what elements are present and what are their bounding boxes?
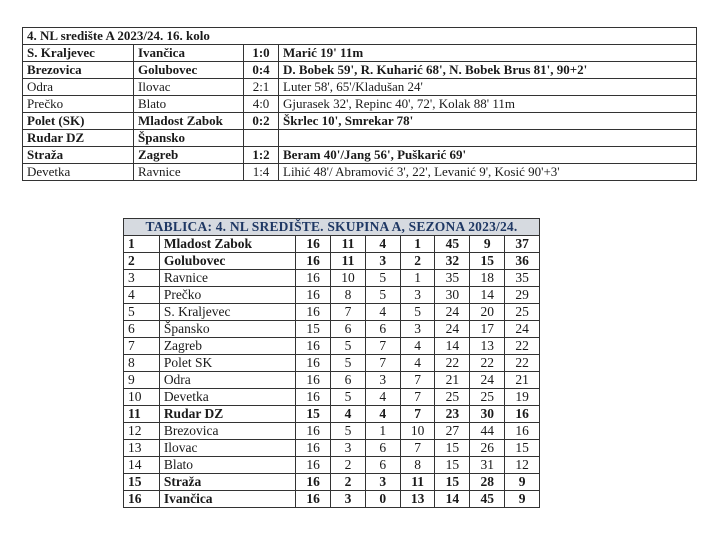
away-team: Golubovec (134, 62, 244, 79)
goals-for: 15 (435, 440, 470, 457)
match-score: 1:4 (244, 164, 279, 181)
position: 3 (124, 270, 160, 287)
points: 22 (505, 338, 540, 355)
match-row (23, 164, 697, 181)
points: 16 (505, 406, 540, 423)
draws: 6 (365, 321, 400, 338)
losses: 3 (400, 287, 435, 304)
wins: 3 (331, 491, 366, 508)
home-team: Devetka (23, 164, 134, 181)
standings-title: TABLICA: 4. NL SREDIŠTE. SKUPINA A, SEZONA 2023/24. (124, 219, 540, 236)
losses: 7 (400, 406, 435, 423)
losses: 2 (400, 253, 435, 270)
match-row (23, 113, 697, 130)
goal-scorers: Beram 40'/Jang 56', Puškarić 69' (279, 147, 697, 164)
draws: 3 (365, 253, 400, 270)
standings-row (124, 372, 540, 389)
losses: 13 (400, 491, 435, 508)
away-team: Ravnice (134, 164, 244, 181)
draws: 4 (365, 389, 400, 406)
position: 9 (124, 372, 160, 389)
goals-for: 22 (435, 355, 470, 372)
match-row (23, 130, 697, 147)
team-name: Odra (159, 372, 295, 389)
draws: 4 (365, 304, 400, 321)
goals-against: 26 (470, 440, 505, 457)
team-name: Zagreb (159, 338, 295, 355)
goals-against: 30 (470, 406, 505, 423)
match-score: 0:4 (244, 62, 279, 79)
goals-against: 24 (470, 372, 505, 389)
played: 16 (296, 355, 331, 372)
played: 15 (296, 406, 331, 423)
position: 13 (124, 440, 160, 457)
home-team: Odra (23, 79, 134, 96)
points: 25 (505, 304, 540, 321)
match-row (23, 96, 697, 113)
losses: 10 (400, 423, 435, 440)
standings-row (124, 321, 540, 338)
draws: 3 (365, 372, 400, 389)
points: 15 (505, 440, 540, 457)
position: 10 (124, 389, 160, 406)
goals-for: 24 (435, 321, 470, 338)
wins: 4 (331, 406, 366, 423)
home-team: Brezovica (23, 62, 134, 79)
wins: 10 (331, 270, 366, 287)
standings-row (124, 270, 540, 287)
played: 16 (296, 253, 331, 270)
losses: 1 (400, 236, 435, 253)
home-team: Polet (SK) (23, 113, 134, 130)
goals-against: 44 (470, 423, 505, 440)
draws: 1 (365, 423, 400, 440)
points: 9 (505, 474, 540, 491)
played: 16 (296, 491, 331, 508)
wins: 5 (331, 423, 366, 440)
team-name: Rudar DZ (159, 406, 295, 423)
goals-for: 25 (435, 389, 470, 406)
played: 16 (296, 338, 331, 355)
position: 8 (124, 355, 160, 372)
team-name: Ilovac (159, 440, 295, 457)
position: 14 (124, 457, 160, 474)
away-team: Ivančica (134, 45, 244, 62)
played: 16 (296, 474, 331, 491)
points: 24 (505, 321, 540, 338)
draws: 5 (365, 287, 400, 304)
goal-scorers: Škrlec 10', Smrekar 78' (279, 113, 697, 130)
wins: 6 (331, 321, 366, 338)
results-title: 4. NL središte A 2023/24. 16. kolo (23, 28, 697, 45)
wins: 5 (331, 338, 366, 355)
team-name: Blato (159, 457, 295, 474)
goals-for: 27 (435, 423, 470, 440)
goal-scorers: D. Bobek 59', R. Kuharić 68', N. Bobek Brus 81', 90+2' (279, 62, 697, 79)
goals-against: 22 (470, 355, 505, 372)
losses: 4 (400, 338, 435, 355)
match-score: 2:1 (244, 79, 279, 96)
wins: 5 (331, 389, 366, 406)
points: 21 (505, 372, 540, 389)
standings-table (123, 218, 540, 508)
position: 11 (124, 406, 160, 423)
wins: 3 (331, 440, 366, 457)
losses: 4 (400, 355, 435, 372)
losses: 7 (400, 372, 435, 389)
points: 12 (505, 457, 540, 474)
wins: 5 (331, 355, 366, 372)
position: 15 (124, 474, 160, 491)
draws: 3 (365, 474, 400, 491)
wins: 2 (331, 457, 366, 474)
goals-for: 15 (435, 474, 470, 491)
team-name: Brezovica (159, 423, 295, 440)
goals-against: 14 (470, 287, 505, 304)
losses: 7 (400, 440, 435, 457)
goals-for: 24 (435, 304, 470, 321)
played: 16 (296, 287, 331, 304)
goals-for: 15 (435, 457, 470, 474)
wins: 6 (331, 372, 366, 389)
played: 16 (296, 304, 331, 321)
standings-row (124, 423, 540, 440)
goals-for: 14 (435, 338, 470, 355)
wins: 7 (331, 304, 366, 321)
match-row (23, 147, 697, 164)
points: 36 (505, 253, 540, 270)
team-name: Polet SK (159, 355, 295, 372)
wins: 2 (331, 474, 366, 491)
team-name: S. Kraljevec (159, 304, 295, 321)
draws: 7 (365, 338, 400, 355)
standings-row (124, 389, 540, 406)
goals-for: 45 (435, 236, 470, 253)
points: 19 (505, 389, 540, 406)
position: 2 (124, 253, 160, 270)
points: 22 (505, 355, 540, 372)
losses: 1 (400, 270, 435, 287)
goals-for: 14 (435, 491, 470, 508)
team-name: Prečko (159, 287, 295, 304)
draws: 5 (365, 270, 400, 287)
position: 7 (124, 338, 160, 355)
goal-scorers: Gjurasek 32', Repinc 40', 72', Kolak 88' 11m (279, 96, 697, 113)
goals-for: 32 (435, 253, 470, 270)
away-team: Špansko (134, 130, 244, 147)
points: 29 (505, 287, 540, 304)
draws: 6 (365, 457, 400, 474)
away-team: Zagreb (134, 147, 244, 164)
standings-row (124, 287, 540, 304)
draws: 4 (365, 236, 400, 253)
match-row (23, 62, 697, 79)
goals-for: 35 (435, 270, 470, 287)
home-team: Prečko (23, 96, 134, 113)
team-name: Straža (159, 474, 295, 491)
goals-for: 23 (435, 406, 470, 423)
position: 16 (124, 491, 160, 508)
standings-row (124, 474, 540, 491)
played: 16 (296, 236, 331, 253)
played: 16 (296, 372, 331, 389)
goals-against: 13 (470, 338, 505, 355)
goals-against: 45 (470, 491, 505, 508)
home-team: S. Kraljevec (23, 45, 134, 62)
wins: 8 (331, 287, 366, 304)
played: 16 (296, 440, 331, 457)
played: 15 (296, 321, 331, 338)
match-score: 4:0 (244, 96, 279, 113)
goal-scorers: Luter 58', 65'/Kladušan 24' (279, 79, 697, 96)
standings-row (124, 491, 540, 508)
points: 37 (505, 236, 540, 253)
home-team: Straža (23, 147, 134, 164)
team-name: Ravnice (159, 270, 295, 287)
team-name: Devetka (159, 389, 295, 406)
losses: 8 (400, 457, 435, 474)
losses: 7 (400, 389, 435, 406)
goal-scorers: Lihić 48'/ Abramović 3', 22', Levanić 9', Kosić 90'+3' (279, 164, 697, 181)
match-score: 0:2 (244, 113, 279, 130)
position: 5 (124, 304, 160, 321)
goals-against: 20 (470, 304, 505, 321)
standings-row (124, 253, 540, 270)
results-title-row (23, 28, 697, 45)
goals-against: 31 (470, 457, 505, 474)
goal-scorers (279, 130, 697, 147)
goals-against: 9 (470, 236, 505, 253)
goals-for: 30 (435, 287, 470, 304)
position: 12 (124, 423, 160, 440)
away-team: Mladost Zabok (134, 113, 244, 130)
match-results-table (22, 27, 697, 181)
team-name: Špansko (159, 321, 295, 338)
away-team: Blato (134, 96, 244, 113)
points: 35 (505, 270, 540, 287)
played: 16 (296, 389, 331, 406)
match-row (23, 45, 697, 62)
position: 4 (124, 287, 160, 304)
losses: 11 (400, 474, 435, 491)
match-row (23, 79, 697, 96)
played: 16 (296, 270, 331, 287)
draws: 6 (365, 440, 400, 457)
standings-row (124, 338, 540, 355)
played: 16 (296, 423, 331, 440)
position: 6 (124, 321, 160, 338)
draws: 4 (365, 406, 400, 423)
team-name: Mladost Zabok (159, 236, 295, 253)
away-team: Ilovac (134, 79, 244, 96)
standings-row (124, 406, 540, 423)
wins: 11 (331, 236, 366, 253)
played: 16 (296, 457, 331, 474)
standings-row (124, 236, 540, 253)
goals-against: 25 (470, 389, 505, 406)
position: 1 (124, 236, 160, 253)
standings-row (124, 440, 540, 457)
team-name: Golubovec (159, 253, 295, 270)
losses: 3 (400, 321, 435, 338)
goals-against: 15 (470, 253, 505, 270)
standings-row (124, 304, 540, 321)
home-team: Rudar DZ (23, 130, 134, 147)
match-score: 1:0 (244, 45, 279, 62)
goals-for: 21 (435, 372, 470, 389)
goal-scorers: Marić 19' 11m (279, 45, 697, 62)
standings-row (124, 457, 540, 474)
points: 9 (505, 491, 540, 508)
losses: 5 (400, 304, 435, 321)
goals-against: 28 (470, 474, 505, 491)
match-score: 1:2 (244, 147, 279, 164)
wins: 11 (331, 253, 366, 270)
standings-row (124, 355, 540, 372)
goals-against: 18 (470, 270, 505, 287)
match-score (244, 130, 279, 147)
goals-against: 17 (470, 321, 505, 338)
standings-title-row (124, 219, 540, 236)
draws: 0 (365, 491, 400, 508)
points: 16 (505, 423, 540, 440)
draws: 7 (365, 355, 400, 372)
team-name: Ivančica (159, 491, 295, 508)
